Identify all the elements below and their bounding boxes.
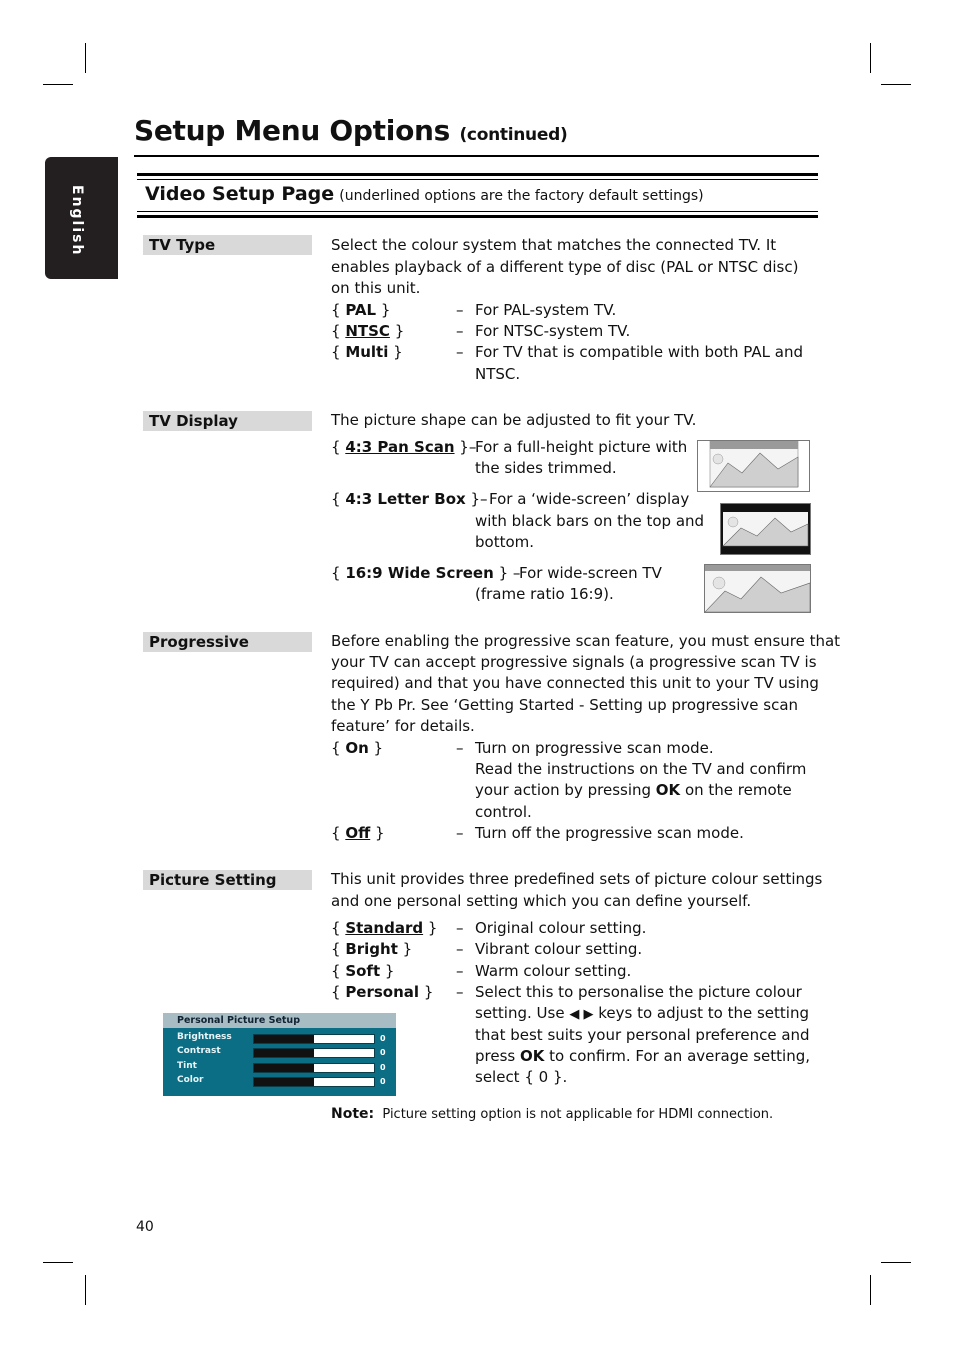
page-number: 40: [136, 1219, 154, 1235]
option-standard-desc: Original colour setting.: [475, 919, 647, 937]
picture-setting-intro-1: This unit provides three predefined sets of picture colour settings: [331, 870, 823, 888]
tint-value: 0: [380, 1063, 386, 1072]
option-pan-scan-desc-2: the sides trimmed.: [475, 459, 617, 477]
title-rule: [134, 155, 819, 157]
color-label: Color: [177, 1075, 204, 1085]
note-text: Picture setting option is not applicable for HDMI connection.: [382, 1107, 774, 1122]
contrast-label: Contrast: [177, 1046, 221, 1056]
option-on-desc-1: Turn on progressive scan mode.: [475, 739, 714, 757]
wide-screen-thumbnail: [704, 564, 811, 613]
crop-mark: [43, 84, 73, 85]
pan-scan-thumbnail: [697, 440, 810, 492]
language-tab-label: English: [69, 185, 85, 257]
option-pan-scan: { 4:3 Pan Scan }–: [331, 438, 477, 456]
page-title-text: Setup Menu Options: [134, 114, 450, 147]
option-personal: { Personal }: [331, 983, 434, 1001]
tv-type-label: TV Type: [143, 235, 312, 255]
option-dash: –: [456, 919, 464, 937]
option-on-desc-2: Read the instructions on the TV and confirm: [475, 760, 807, 778]
tv-display-label: TV Display: [143, 411, 312, 431]
section-title: [145, 183, 704, 205]
crop-mark: [85, 1275, 86, 1305]
tv-type-intro-1: Select the colour system that matches the connected TV. It: [331, 236, 777, 254]
option-dash: –: [456, 301, 464, 319]
brightness-value: 0: [380, 1034, 386, 1043]
option-multi: { Multi }: [331, 343, 403, 361]
option-wide-screen: { 16:9 Wide Screen } –: [331, 564, 521, 582]
picture-setting-label: Picture Setting: [143, 870, 312, 890]
language-tab: [45, 157, 118, 279]
arrow-keys-icon: ◀ ▶: [569, 1007, 594, 1022]
option-standard: { Standard }: [331, 919, 438, 937]
tv-type-intro-3: on this unit.: [331, 279, 421, 297]
option-letter-box-desc-3: bottom.: [475, 533, 535, 551]
progressive-label: Progressive: [143, 632, 312, 652]
progressive-intro-5: feature’ for details.: [331, 717, 475, 735]
option-personal-desc-5: select { 0 }.: [475, 1068, 568, 1086]
option-dash: –: [456, 940, 464, 958]
contrast-value: 0: [380, 1048, 386, 1057]
option-on-desc-4: control.: [475, 803, 532, 821]
crop-mark: [881, 84, 911, 85]
option-dash: –: [456, 962, 464, 980]
option-personal-desc: Select this to personalise the picture colour: [475, 983, 802, 1001]
brightness-label: Brightness: [177, 1032, 232, 1042]
level-fill: [254, 1078, 314, 1086]
section-title-text: Video Setup Page: [145, 183, 335, 205]
section-rule-top-thin: [137, 179, 818, 180]
option-off-desc: Turn off the progressive scan mode.: [475, 824, 744, 842]
option-dash: –: [456, 343, 464, 361]
option-multi-desc: For TV that is compatible with both PAL and: [475, 343, 804, 361]
option-dash: –: [456, 739, 464, 757]
letter-box-thumbnail: [720, 503, 811, 555]
option-bright-desc: Vibrant colour setting.: [475, 940, 643, 958]
level-fill: [254, 1064, 314, 1072]
color-value: 0: [380, 1077, 386, 1086]
option-soft-desc: Warm colour setting.: [475, 962, 632, 980]
option-letter-box-desc: For a ‘wide-screen’ display: [489, 490, 690, 508]
option-pal-desc: For PAL-system TV.: [475, 301, 617, 319]
option-wide-screen-desc-2: (frame ratio 16:9).: [475, 585, 614, 603]
progressive-intro-2: your TV can accept progressive signals (a progressive scan TV is: [331, 653, 817, 671]
option-pal: { PAL }: [331, 301, 391, 319]
page-title-continued: (continued): [459, 125, 568, 145]
option-dash: –: [456, 824, 464, 842]
section-subtitle: (underlined options are the factory default settings): [339, 188, 704, 204]
tint-label: Tint: [177, 1061, 197, 1071]
personal-picture-setup-panel: [163, 1013, 396, 1096]
option-pan-scan-desc: For a full-height picture with: [475, 438, 688, 456]
tv-display-intro: The picture shape can be adjusted to fit your TV.: [331, 411, 697, 429]
option-wide-screen-desc: For wide-screen TV: [519, 564, 662, 582]
option-letter-box: { 4:3 Letter Box }–: [331, 490, 488, 508]
crop-mark: [870, 43, 871, 73]
progressive-intro-4: the Y Pb Pr. See ‘Getting Started - Setting up progressive scan: [331, 696, 799, 714]
section-rule-top: [137, 173, 818, 176]
option-dash: –: [456, 322, 464, 340]
panel-title: Personal Picture Setup: [163, 1013, 396, 1028]
section-rule-bottom: [137, 215, 818, 218]
option-personal-desc-2: setting. Use ◀ ▶ keys to adjust to the setting: [475, 1004, 809, 1022]
option-ntsc-desc: For NTSC-system TV.: [475, 322, 631, 340]
option-letter-box-desc-2: with black bars on the top and: [475, 512, 705, 530]
option-personal-desc-4: press OK to confirm. For an average setting,: [475, 1047, 811, 1065]
picture-setting-intro-2: and one personal setting which you can define yourself.: [331, 892, 752, 910]
contrast-bar: [253, 1048, 375, 1058]
brightness-bar: [253, 1034, 375, 1044]
option-dash: –: [456, 983, 464, 1001]
section-rule-bottom-thin: [137, 211, 818, 212]
option-on-desc-3: your action by pressing OK on the remote: [475, 781, 792, 799]
option-off: { Off }: [331, 824, 385, 842]
note-label: Note:: [331, 1106, 375, 1122]
color-bar: [253, 1077, 375, 1087]
crop-mark: [85, 43, 86, 73]
option-soft: { Soft }: [331, 962, 395, 980]
crop-mark: [43, 1262, 73, 1263]
level-fill: [254, 1035, 314, 1043]
option-ntsc: { NTSC }: [331, 322, 405, 340]
crop-mark: [870, 1275, 871, 1305]
level-fill: [254, 1049, 314, 1057]
note: [331, 1104, 773, 1125]
tv-type-intro-2: enables playback of a different type of disc (PAL or NTSC disc): [331, 258, 799, 276]
option-on: { On }: [331, 739, 384, 757]
progressive-intro-3: required) and that you have connected this unit to your TV using: [331, 674, 819, 692]
tint-bar: [253, 1063, 375, 1073]
page-title: [134, 114, 567, 147]
option-bright: { Bright }: [331, 940, 413, 958]
crop-mark: [881, 1262, 911, 1263]
option-multi-desc-2: NTSC.: [475, 365, 521, 383]
progressive-intro-1: Before enabling the progressive scan feature, you must ensure that: [331, 632, 841, 650]
option-personal-desc-3: that best suits your personal preference and: [475, 1026, 810, 1044]
